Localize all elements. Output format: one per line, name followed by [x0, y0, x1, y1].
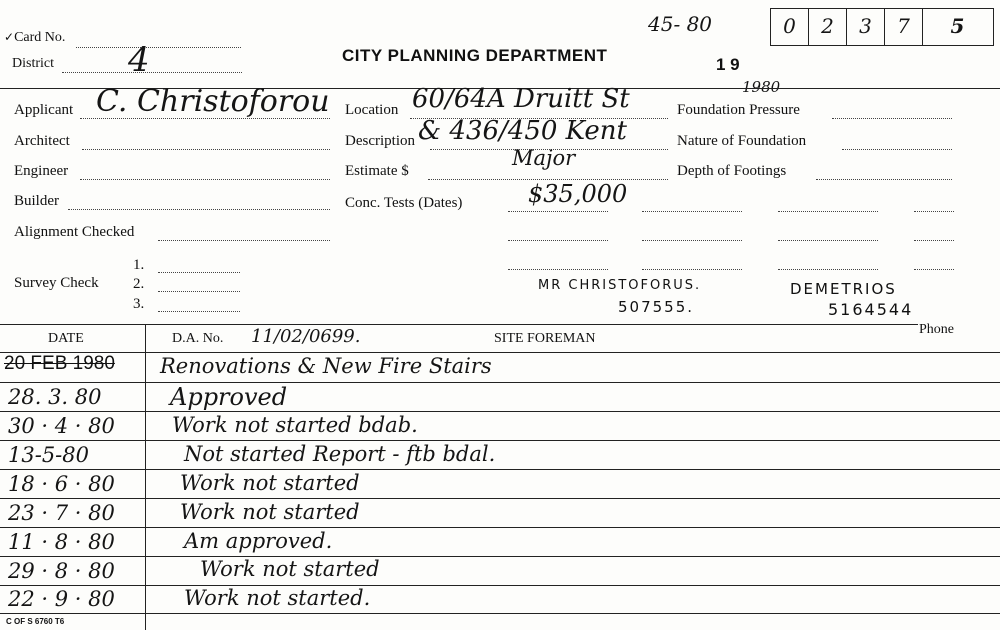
location-value: 60/64A Druitt St — [412, 84, 630, 114]
grid-line — [642, 240, 742, 241]
conc-tests-line — [508, 211, 608, 212]
log-row-rule — [0, 613, 1000, 614]
site-foreman-label: SITE FOREMAN — [494, 331, 596, 346]
contact-1-name: MR CHRISTOFORUS. — [538, 278, 702, 293]
card-number-boxes — [770, 8, 994, 46]
log-row-rule — [0, 585, 1000, 586]
grid-line — [914, 240, 954, 241]
conc-line-3 — [508, 269, 608, 270]
log-date: 20 FEB 1980 — [4, 353, 115, 374]
log-entry: Work not started. — [184, 586, 371, 610]
engineer-line — [80, 179, 330, 180]
depth-of-footings-label: Depth of Footings — [677, 163, 787, 179]
card-digit: 3 — [847, 9, 885, 45]
survey-label: Survey Check — [14, 275, 99, 291]
engineer-label: Engineer — [14, 163, 69, 179]
survey-number-2: 2. — [133, 276, 145, 292]
foundation-pressure-line — [832, 118, 952, 119]
card-digit: 5 — [950, 14, 965, 38]
log-row-rule — [0, 498, 1000, 499]
log-date: 30 · 4 · 80 — [8, 414, 115, 438]
log-entry: Work not started — [180, 471, 360, 495]
log-date: 11 · 8 · 80 — [8, 530, 115, 554]
card-digit: 7 — [885, 9, 923, 45]
contact-2-phone: 5164544 — [828, 300, 914, 319]
location-label: Location — [345, 102, 399, 118]
log-entry: Renovations & New Fire Stairs — [160, 354, 492, 378]
alignment-line — [158, 240, 330, 241]
description-label: Description — [345, 133, 415, 149]
architect-line — [82, 149, 330, 150]
log-top-divider — [0, 324, 918, 325]
estimate-label: Estimate $ — [345, 163, 409, 179]
grid-line — [778, 240, 878, 241]
log-header-divider — [0, 352, 1000, 353]
card-digit: 0 — [771, 9, 809, 45]
conc-tests-value: $35,000 — [528, 180, 628, 208]
contact-1-phone: 507555. — [618, 298, 695, 316]
depth-of-footings-line — [816, 179, 952, 180]
grid-line — [914, 269, 954, 270]
survey-line-2 — [158, 291, 240, 292]
log-entry: Work not started bdab. — [172, 413, 418, 437]
log-row-rule — [0, 556, 1000, 557]
foundation-pressure-label: Foundation Pressure — [677, 102, 800, 118]
applicant-label: Applicant — [14, 102, 74, 118]
log-row-rule — [0, 469, 1000, 470]
log-entry: Approved — [170, 383, 288, 411]
grid-line — [642, 211, 742, 212]
da-number-label: D.A. No. — [172, 331, 224, 346]
conc-line-2 — [508, 240, 608, 241]
card-number-label: ✓Card No. — [4, 30, 66, 45]
grid-line — [778, 269, 878, 270]
builder-line — [68, 209, 330, 210]
department-title: CITY PLANNING DEPARTMENT — [342, 46, 608, 65]
form-code: C OF S 6760 T6 — [6, 617, 65, 626]
grid-line — [914, 211, 954, 212]
grid-line — [778, 211, 878, 212]
alignment-label: Alignment Checked — [14, 224, 135, 240]
log-date: 22 · 9 · 80 — [8, 587, 115, 611]
card-digit: 2 — [809, 9, 847, 45]
description-value: & 436/450 Kent — [418, 116, 627, 146]
district-line — [62, 72, 242, 73]
sequence-mark: 1 9 — [716, 55, 740, 74]
survey-line-1 — [158, 272, 240, 273]
grid-line — [642, 269, 742, 270]
file-reference: 45- 80 — [648, 12, 713, 36]
log-date: 13-5-80 — [8, 443, 89, 467]
applicant-value: C. Christoforou — [96, 84, 330, 119]
log-row-rule — [0, 527, 1000, 528]
nature-of-foundation-line — [842, 149, 952, 150]
log-date: 23 · 7 · 80 — [8, 501, 115, 525]
log-row-rule — [0, 411, 1000, 412]
log-entry: Work not started — [200, 557, 380, 581]
nature-of-foundation-label: Nature of Foundation — [677, 133, 807, 149]
district-label: District — [12, 56, 54, 71]
builder-label: Builder — [14, 193, 59, 209]
survey-number-1: 1. — [133, 257, 145, 273]
log-date: 18 · 6 · 80 — [8, 472, 115, 496]
log-row-rule — [0, 382, 1000, 383]
district-value: 4 — [128, 40, 150, 80]
log-row-rule — [0, 440, 1000, 441]
architect-label: Architect — [14, 133, 70, 149]
log-entry: Work not started — [180, 500, 360, 524]
survey-number-3: 3. — [133, 296, 145, 312]
conc-tests-label: Conc. Tests (Dates) — [345, 195, 463, 211]
date-header: DATE — [48, 331, 84, 346]
year-note: 1980 — [742, 78, 781, 96]
da-number-value: 11/02/0699. — [251, 326, 361, 347]
card-number-line — [76, 47, 241, 48]
estimate-note: Major — [512, 146, 576, 170]
contact-2-name: DEMETRIOS — [790, 280, 897, 298]
log-entry: Not started Report - ftb bdal. — [184, 442, 496, 466]
log-date: 28. 3. 80 — [8, 385, 102, 409]
log-entry: Am approved. — [184, 529, 333, 553]
log-date: 29 · 8 · 80 — [8, 559, 115, 583]
phone-label: Phone — [919, 322, 954, 337]
survey-line-3 — [158, 311, 240, 312]
